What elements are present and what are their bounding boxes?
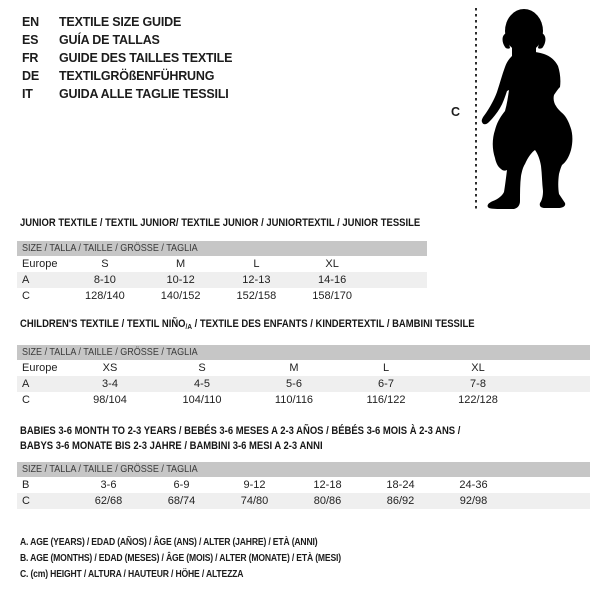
size-value: 158/170	[312, 290, 352, 302]
size-value: 12-13	[242, 274, 271, 286]
language-code: FR	[22, 51, 39, 65]
spacer	[524, 392, 590, 408]
size-value: 7-8	[470, 378, 486, 390]
size-table-header: SIZE / TALLA / TAILLE / GRÖSSE / TAGLIA	[17, 462, 590, 477]
size-value: 92/98	[459, 495, 488, 507]
size-value: 80/86	[313, 495, 342, 507]
language-title: GUÍA DE TALLAS	[59, 33, 160, 47]
row-label: A	[22, 378, 30, 390]
table-row	[17, 477, 590, 493]
language-code: DE	[22, 69, 39, 83]
row-label: C	[22, 394, 30, 406]
row-label: Europe	[22, 258, 58, 270]
baby-silhouette-icon	[478, 0, 598, 220]
size-value: S	[101, 258, 109, 270]
size-table-header: SIZE / TALLA / TAILLE / GRÖSSE / TAGLIA	[17, 345, 590, 360]
legend-note: C. (cm) HEIGHT / ALTURA / HAUTEUR / HÖHE / ALTEZZA	[20, 569, 244, 580]
size-value: 104/110	[182, 394, 222, 406]
table-row	[17, 256, 427, 272]
row-label: A	[22, 274, 30, 286]
size-value: L	[382, 362, 390, 374]
spacer	[370, 272, 427, 288]
size-value: XL	[471, 362, 485, 374]
size-value: 18-24	[386, 479, 415, 491]
size-value: 140/152	[160, 290, 201, 302]
size-value: 6-9	[173, 479, 190, 491]
legend-notes	[20, 535, 393, 583]
row-label: B	[22, 479, 30, 491]
size-value: 24-36	[459, 479, 488, 491]
size-value: 12-18	[313, 479, 342, 491]
legend-note: A. AGE (YEARS) / EDAD (AÑOS) / ÂGE (ANS) / ALTER (JAHRE) / ETÀ (ANNI)	[20, 537, 318, 548]
row-label: Europe	[22, 362, 58, 374]
size-value: 5-6	[286, 378, 302, 390]
size-value: M	[289, 362, 299, 374]
size-value: 98/104	[93, 394, 127, 406]
size-value: 110/116	[274, 394, 314, 406]
row-label: C	[22, 495, 30, 507]
language-title: GUIDA ALLE TAGLIE TESSILI	[59, 87, 229, 101]
size-value: 68/74	[167, 495, 196, 507]
legend-note: B. AGE (MONTHS) / EDAD (MESES) / ÂGE (MOIS) / ALTER (MONATE) / ETÀ (MESI)	[20, 553, 341, 564]
spacer	[510, 477, 590, 493]
spacer	[510, 493, 590, 509]
language-code: ES	[22, 33, 39, 47]
size-table-rows	[17, 256, 427, 304]
table-row	[17, 493, 590, 509]
size-value: 14-16	[318, 274, 347, 286]
size-value: 62/68	[94, 495, 123, 507]
size-value: 3-6	[100, 479, 117, 491]
size-table-header: SIZE / TALLA / TAILLE / GRÖSSE / TAGLIA	[17, 241, 427, 256]
size-value: 8-10	[93, 274, 116, 286]
spacer	[524, 376, 590, 392]
size-table	[17, 345, 590, 408]
spacer	[370, 288, 427, 304]
language-title: TEXTILGRÖßENFÜHRUNG	[59, 69, 215, 83]
size-value: 3-4	[102, 378, 118, 390]
size-value: 9-12	[243, 479, 266, 491]
table-row	[17, 360, 590, 376]
size-value: M	[176, 258, 186, 270]
height-dotted-line	[475, 8, 477, 212]
table-row	[17, 392, 590, 408]
size-table-rows	[17, 360, 590, 408]
size-table	[17, 241, 427, 304]
section-title: JUNIOR TEXTILE / TEXTIL JUNIOR/ TEXTILE JUNIOR / JUNIORTEXTIL / JUNIOR TESSILE	[20, 217, 421, 229]
language-code: EN	[22, 15, 39, 29]
language-title: TEXTILE SIZE GUIDE	[59, 15, 182, 29]
size-value: 116/122	[366, 394, 406, 406]
baby-figure	[0, 0, 600, 220]
size-value: 122/128	[458, 394, 498, 406]
size-value: 4-5	[194, 378, 210, 390]
height-measure-label: C	[451, 105, 461, 119]
row-label: C	[22, 290, 30, 302]
section-title: BABIES 3-6 MONTH TO 2-3 YEARS / BEBÉS 3-6 MESES A 2-3 AÑOS / BÉBÉS 3-6 MOIS À 2-3 ANS / BABYS 3-6 MONATE BIS 2-3 JAHRE / BAMBINI 3-6 MESI A 2-3 ANNI	[20, 425, 461, 452]
size-value: S	[198, 362, 206, 374]
section-title: CHILDREN'S TEXTILE / TEXTIL NIÑO/A / TEXTILE DES ENFANTS / KINDERTEXTIL / BAMBINI TESSILE	[20, 318, 475, 331]
size-value: XL	[325, 258, 339, 270]
language-title: GUIDE DES TAILLES TEXTILE	[59, 51, 233, 65]
language-code: IT	[22, 87, 33, 101]
spacer	[370, 256, 427, 272]
size-value: 86/92	[386, 495, 415, 507]
table-row	[17, 376, 590, 392]
size-value: XS	[102, 362, 118, 374]
size-value: 128/140	[84, 290, 125, 302]
spacer	[524, 360, 590, 376]
size-value: 152/158	[236, 290, 277, 302]
size-value: 74/80	[240, 495, 269, 507]
size-value: L	[253, 258, 260, 270]
size-table	[17, 462, 590, 509]
size-value: 10-12	[166, 274, 195, 286]
table-row	[17, 288, 427, 304]
size-value: 6-7	[378, 378, 394, 390]
table-row	[17, 272, 427, 288]
size-table-rows	[17, 477, 590, 509]
